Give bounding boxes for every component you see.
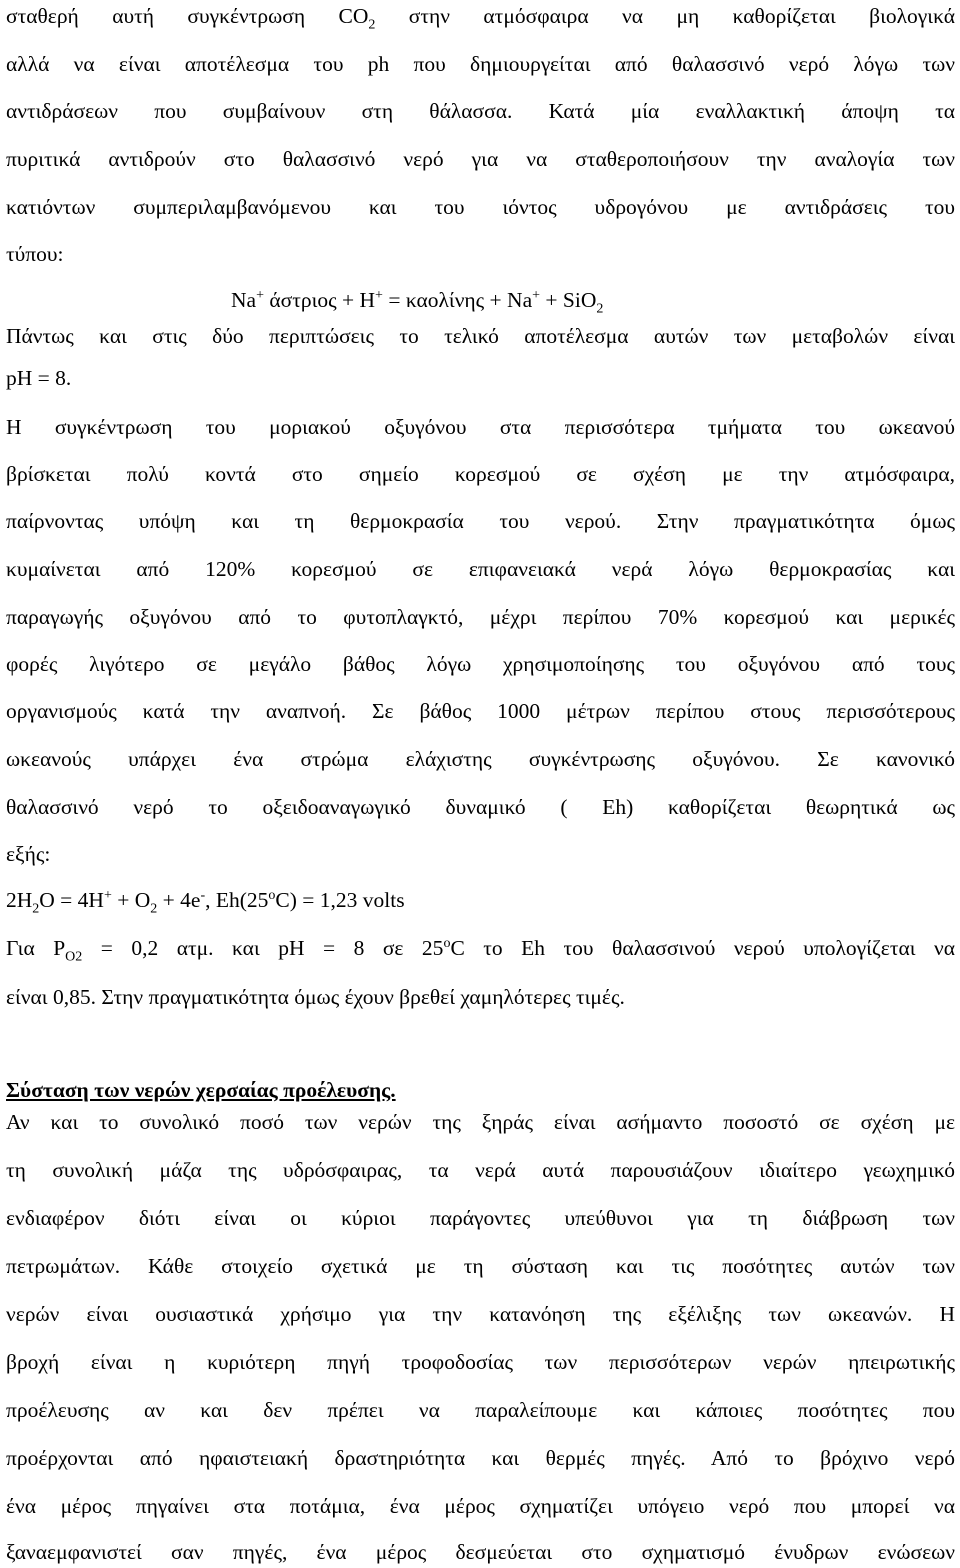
- text-line: είναι 0,85. Στην πραγματικότητα όμως έχουν βρεθεί χαμηλότερες τιμές.: [6, 985, 625, 1009]
- eq-term: Na: [231, 288, 257, 312]
- superscript: o: [268, 887, 276, 903]
- text-line: [6, 2, 955, 30]
- text-line: θαλασσινό νερό το οξειδοαναγωγικό δυναμικό ( Eh) καθορίζεται θεωρητικά ως: [6, 795, 955, 819]
- text-line: Η συγκέντρωση του μοριακού οξυγόνου στα περισσότερα τμήματα του ωκεανού: [6, 415, 955, 439]
- section-heading-text: Σύσταση των νερών χερσαίας προέλευσης.: [6, 1078, 396, 1102]
- eq-term: + SiO: [540, 288, 597, 312]
- subscript: O2: [65, 949, 83, 962]
- text-line: προέρχονται από ηφαιστειακή δραστηριότητα και θερμές πηγές. Από το βρόχινο νερό: [6, 1446, 955, 1470]
- text-span: C το Eh του θαλασσινού νερού υπολογίζεται να: [450, 936, 955, 960]
- text-line: ξαναεμφανιστεί σαν πηγές, ένα μέρος δεσμεύεται στο σχηματισμό ένυδρων ενώσεων: [6, 1540, 955, 1564]
- text-line: τη συνολική μάζα της υδρόσφαιρας, τα νερά αυτά παρουσιάζουν ιδιαίτερο γεωχημικό: [6, 1158, 955, 1182]
- text-line: φορές λιγότερο σε μεγάλο βάθος λόγω χρησιμοποίησης του οξυγόνου από τους: [6, 652, 955, 676]
- superscript: +: [532, 287, 541, 303]
- eq-term: + O: [111, 888, 151, 912]
- text-span: Για P: [6, 936, 66, 960]
- subscript: 2: [150, 901, 158, 914]
- eq-term: 2H: [6, 888, 33, 912]
- text-line: [6, 934, 955, 962]
- text-line: εξής:: [6, 842, 51, 866]
- text-line: οργανισμούς κατά την αναπνοή. Σε βάθος 1000 μέτρων περίπου στους περισσότερους: [6, 699, 955, 723]
- text-line: ένα μέρος πηγαίνει στα ποτάμια, ένα μέρος σχηματίζει υπόγειο νερό που μπορεί να: [6, 1494, 955, 1518]
- text-line: αλλά να είναι αποτέλεσμα του ph που δημιουργείται από θαλασσινό νερό λόγω των: [6, 52, 955, 76]
- redox-equation: [6, 886, 955, 914]
- eq-term: , Eh(25: [205, 888, 269, 912]
- text-line: pH = 8.: [6, 366, 72, 390]
- text-line: τύπου:: [6, 242, 64, 266]
- chemical-equation: [6, 286, 960, 314]
- text-line: προέλευσης αν και δεν πρέπει να παραλείπουμε και κάποιες ποσότητες που: [6, 1398, 955, 1422]
- superscript: o: [443, 935, 451, 951]
- eq-term: C) = 1,23 volts: [275, 888, 405, 912]
- text-line: παραγωγής οξυγόνου από το φυτοπλαγκτό, μέχρι περίπου 70% κορεσμού και μερικές: [6, 605, 955, 629]
- text-line: Πάντως και στις δύο περιπτώσεις το τελικό αποτέλεσμα αυτών των μεταβολών είναι: [6, 324, 955, 348]
- text-line: παίρνοντας υπόψη και τη θερμοκρασία του νερού. Στην πραγματικότητα όμως: [6, 509, 955, 533]
- text-span: στην ατμόσφαιρα να μη καθορίζεται βιολογικά: [375, 4, 955, 28]
- text-span: = 0,2 ατμ. και pH = 8 σε 25: [82, 936, 444, 960]
- text-line: πετρωμάτων. Κάθε στοιχείο σχετικά με τη σύσταση και τις ποσότητες αυτών των: [6, 1254, 955, 1278]
- eq-term: = καολίνης + Na: [382, 288, 533, 312]
- text-line: αντιδράσεων που συμβαίνουν στη θάλασσα. Κατά μία εναλλακτική άποψη τα: [6, 99, 955, 123]
- eq-term: O = 4H: [39, 888, 104, 912]
- superscript: +: [103, 887, 112, 903]
- text-line: κατιόντων συμπεριλαμβανόμενου και του ιόντος υδρογόνου με αντιδράσεις του: [6, 195, 955, 219]
- text-line: ενδιαφέρον διότι είναι οι κύριοι παράγοντες υπεύθυνοι για τη διάβρωση των: [6, 1206, 955, 1230]
- text-line: ωκεανούς υπάρχει ένα στρώμα ελάχιστης συγκέντρωσης οξυγόνου. Σε κανονικό: [6, 747, 955, 771]
- eq-term: + 4e: [157, 888, 201, 912]
- section-heading: [6, 1076, 955, 1104]
- text-line: κυμαίνεται από 120% κορεσμού σε επιφανειακά νερά λόγω θερμοκρασίας και: [6, 557, 955, 581]
- text-line: πυριτικά αντιδρούν στο θαλασσινό νερό για να σταθεροποιήσουν την αναλογία των: [6, 147, 955, 171]
- eq-term: άστριος + H: [263, 288, 376, 312]
- superscript: +: [375, 287, 383, 303]
- text-line: βρίσκεται πολύ κοντά στο σημείο κορεσμού σε σχέση με την ατμόσφαιρα,: [6, 462, 955, 486]
- text-line: βροχή είναι η κυριότερη πηγή τροφοδοσίας των περισσότερων νερών ηπειρωτικής: [6, 1350, 955, 1374]
- text-line: Αν και το συνολικό ποσό των νερών της ξηράς είναι ασήμαντο ποσοστό σε σχέση με: [6, 1110, 955, 1134]
- subscript: 2: [596, 301, 604, 314]
- superscript: +: [256, 287, 264, 303]
- superscript: -: [200, 887, 206, 903]
- subscript: 2: [32, 901, 40, 914]
- text-span: σταθερή αυτή συγκέντρωση CO: [6, 4, 369, 28]
- text-line: νερών είναι ουσιαστικά χρήσιμο για την κατανόηση της εξέλιξης των ωκεανών. Η: [6, 1302, 955, 1326]
- subscript: 2: [368, 17, 376, 30]
